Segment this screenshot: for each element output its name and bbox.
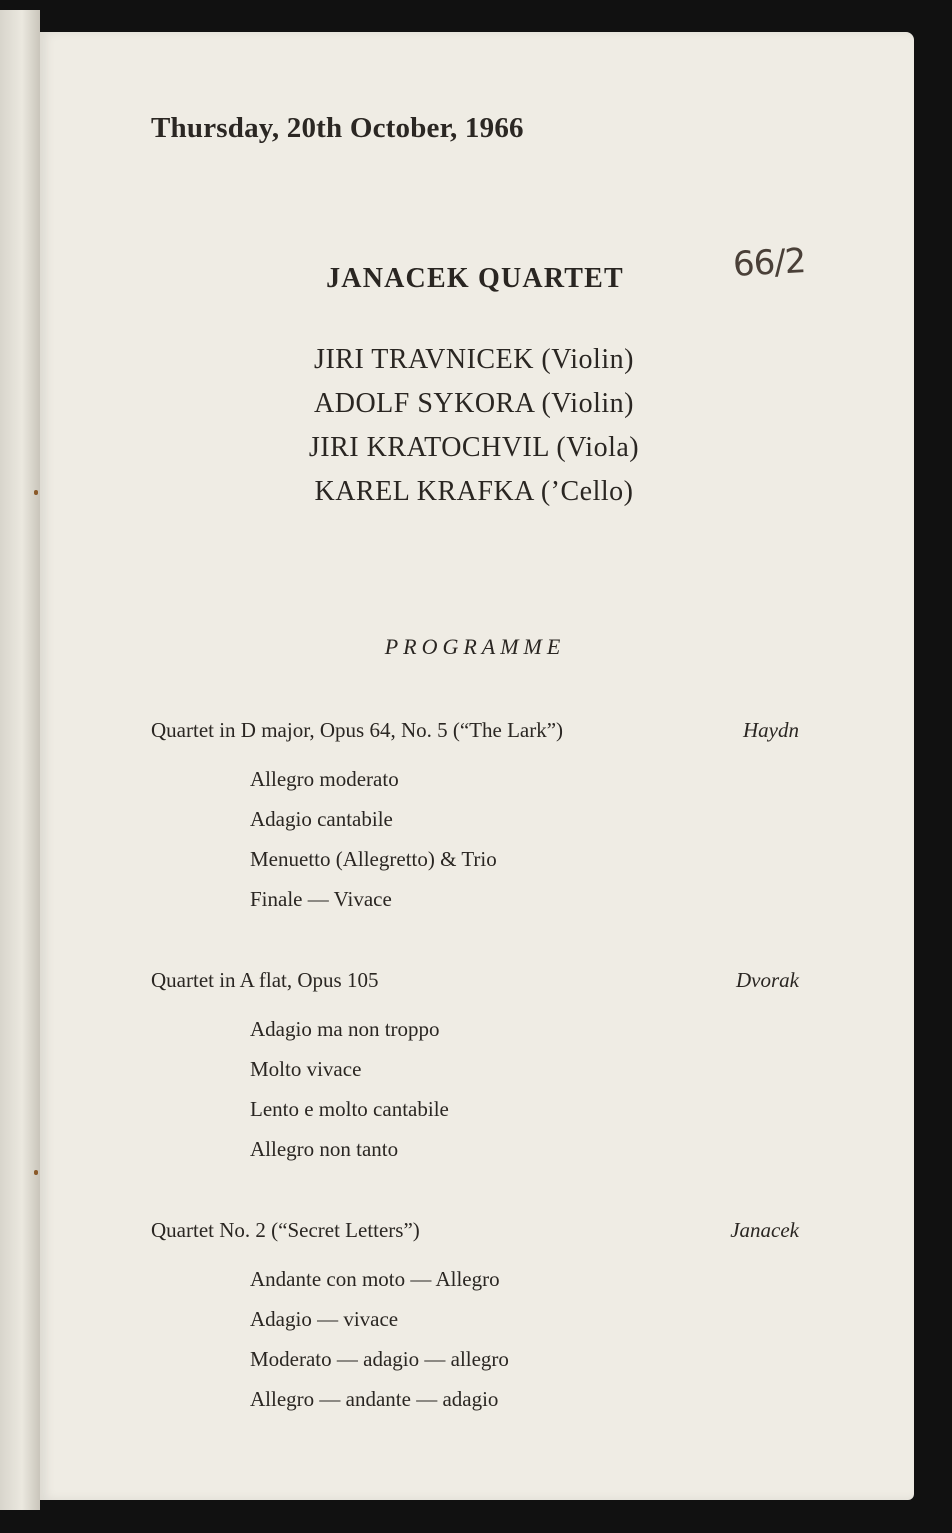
movement: Lento e molto cantabile xyxy=(250,1097,449,1121)
work-entry xyxy=(151,1218,799,1419)
member-entry: JIRI KRATOCHVIL (Viola) xyxy=(308,432,640,463)
foxing-spot xyxy=(34,490,38,495)
member-list xyxy=(274,338,674,514)
movement-list xyxy=(151,1009,799,1169)
member-entry: ADOLF SYKORA (Violin) xyxy=(314,388,634,419)
movement: Adagio ma non troppo xyxy=(250,1017,440,1041)
movement: Adagio cantabile xyxy=(250,807,393,831)
movement-list xyxy=(151,1259,799,1419)
movement: Allegro — andante — adagio xyxy=(250,1387,499,1411)
foxing-spot xyxy=(34,1170,38,1175)
member-entry: JIRI TRAVNICEK (Violin) xyxy=(314,344,634,375)
movement-list xyxy=(151,759,799,919)
work-composer: Janacek xyxy=(730,1218,799,1242)
ensemble-name-text: JANACEK QUARTET xyxy=(326,263,624,294)
work-title: Quartet in A flat, Opus 105 xyxy=(151,968,379,992)
movement: Menuetto (Allegretto) & Trio xyxy=(250,847,497,871)
programme-heading: PROGRAMME xyxy=(384,634,566,659)
movement: Allegro moderato xyxy=(250,767,399,791)
member-entry: KAREL KRAFKA (’Cello) xyxy=(314,476,634,507)
movement: Moderato — adagio — allegro xyxy=(250,1347,509,1371)
movement: Andante con moto — Allegro xyxy=(250,1267,500,1291)
ensemble-name xyxy=(0,263,952,295)
adjacent-page-spine xyxy=(0,10,40,1510)
work-entry xyxy=(151,718,799,919)
movement: Finale — Vivace xyxy=(250,887,392,911)
movement: Allegro non tanto xyxy=(250,1137,399,1161)
work-composer: Haydn xyxy=(743,718,799,742)
work-title: Quartet No. 2 (“Secret Letters”) xyxy=(151,1218,420,1242)
movement: Molto vivace xyxy=(250,1057,362,1081)
work-entry xyxy=(151,968,799,1169)
work-composer: Dvorak xyxy=(736,968,799,992)
concert-date: Thursday, 20th October, 1966 xyxy=(151,112,524,144)
work-title: Quartet in D major, Opus 64, No. 5 (“The Lark”) xyxy=(151,718,564,742)
handwritten-note: 66/2 xyxy=(732,241,807,285)
movement: Adagio — vivace xyxy=(250,1307,399,1331)
